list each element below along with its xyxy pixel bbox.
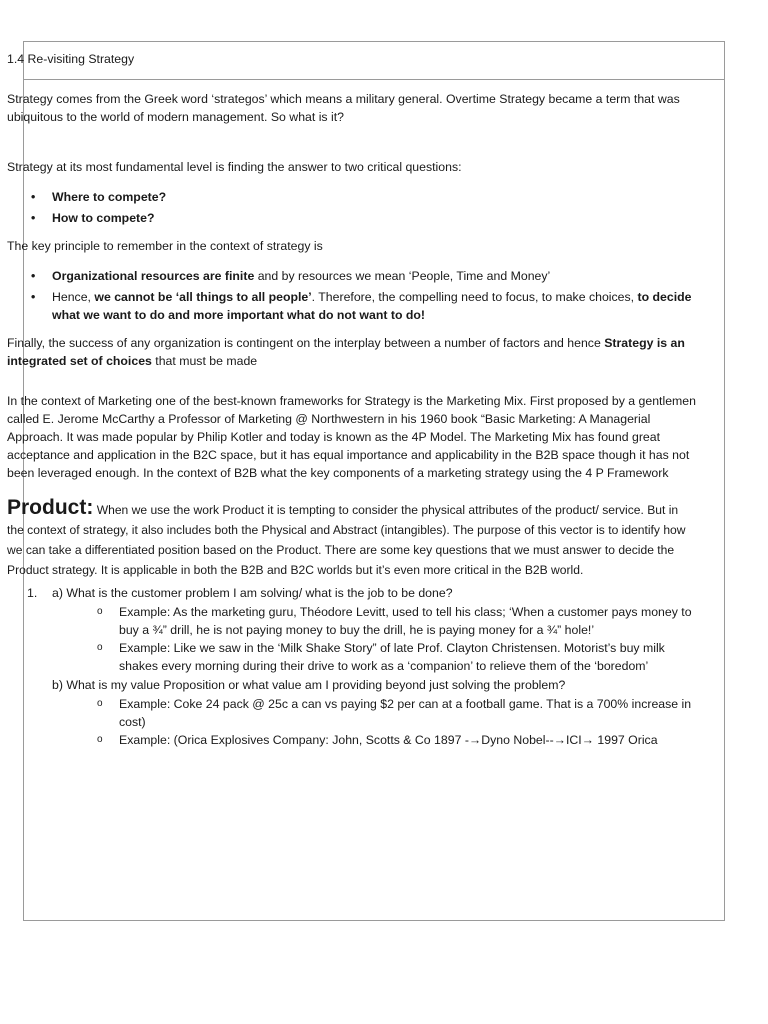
circle-bullet-icon: o — [97, 734, 103, 745]
document-content — [7, 50, 697, 750]
critical-questions-list — [7, 188, 697, 227]
list-item — [7, 267, 697, 285]
bullet-icon: • — [31, 190, 36, 204]
list-item — [7, 639, 697, 675]
example-text: Example: Like we saw in the ‘Milk Shake Story” of late Prof. Clayton Christensen. Motorist’s buy milk shakes every morning during their drive to work as a ‘companion’ to relieve them of the ‘boredom’ — [119, 641, 665, 673]
question-b — [7, 676, 697, 694]
example-text: Example: Coke 24 pack @ 25c a can vs paying $2 per can at a football game. That is a 700% increase in cost) — [119, 697, 692, 729]
example-text: Example: As the marketing guru, Théodore Levitt, used to tell his class; ‘When a customer pays money to buy a ¾” drill, he is not paying money to buy the drill, he is paying money for a ¾” hole!’ — [119, 605, 692, 637]
example-text: Example: (Orica Explosives Company: John, Scotts & Co 1897 -→Dyno Nobel--→ICI→ 1997 Orica — [119, 733, 658, 747]
bullet-icon: • — [31, 211, 36, 225]
question-a — [7, 584, 697, 602]
list-item — [7, 695, 697, 731]
section-heading: 1.4 Re-visiting Strategy — [7, 52, 135, 66]
critical-questions-lead: Strategy at its most fundamental level is finding the answer to two critical questions: — [7, 160, 462, 174]
list-item — [7, 731, 697, 749]
circle-bullet-icon: o — [97, 698, 103, 709]
list-item — [7, 209, 697, 227]
finally-bold: Strategy is an integrated set of choices — [7, 336, 685, 368]
principle-text: Hence, — [52, 290, 95, 304]
question-how: How to compete? — [52, 211, 155, 225]
principle-bold: Organizational resources are finite — [52, 269, 255, 283]
bullet-icon: • — [31, 290, 36, 304]
principle-list — [7, 267, 697, 324]
circle-bullet-icon: o — [97, 606, 103, 617]
marketing-mix-paragraph: In the context of Marketing one of the best-known frameworks for Strategy is the Marketing Mix. First proposed by a gentlemen called E. Jerome McCarthy a Professor of Marketing @ Northwestern in his 1960 book “Basic Marketing: A Managerial Approach. It was made popular by Philip Kotler and today is known as the 4P Model. The Marketing Mix has found great acceptance and application in the B2C space, but it has equal importance and applicability in the B2B space though it has not been leveraged enough. In the context of B2B what the key components of a marketing strategy using the 4 P Framework — [7, 394, 696, 480]
principle-bold: to decide what we want to do and more important what do not want to do! — [52, 290, 692, 322]
question-a-examples — [7, 603, 697, 675]
principle-text: . Therefore, the compelling need to focus, to make choices, — [311, 290, 638, 304]
question-b-text: b) What is my value Proposition or what value am I providing beyond just solving the problem? — [52, 678, 566, 692]
product-heading: Product: — [7, 496, 94, 519]
question-a-text: a) What is the customer problem I am solving/ what is the job to be done? — [52, 586, 453, 600]
circle-bullet-icon: o — [97, 642, 103, 653]
principle-bold: we cannot be ‘all things to all people’ — [94, 290, 312, 304]
principle-text: and by resources we mean ‘People, Time and Money’ — [254, 269, 551, 283]
bullet-icon: • — [31, 269, 36, 283]
product-text: When we use the work Product it is tempting to consider the physical attributes of the product/ service. But in the context of strategy, it also includes both the Physical and Abstract (intangibles). The purpose of this vector is to identify how we can take a differentiated position based on the Product. There are some key questions that we must answer to decide the Product strategy. It is applicable in both the B2B and B2C worlds but it’s even more critical in the B2B world. — [7, 503, 686, 577]
finally-text: Finally, the success of any organization is contingent on the interplay between a number of factors and hence — [7, 336, 605, 350]
finally-text: that must be made — [151, 354, 258, 368]
product-paragraph — [7, 498, 697, 580]
list-number: 1. — [27, 586, 38, 600]
finally-paragraph — [7, 334, 697, 370]
principle-lead: The key principle to remember in the context of strategy is — [7, 239, 323, 253]
list-item — [7, 288, 697, 324]
question-where: Where to compete? — [52, 190, 167, 204]
question-b-examples — [7, 695, 697, 749]
intro-paragraph: Strategy comes from the Greek word ‘strategos’ which means a military general. Overtime Strategy became a term that was ubiquitous to the world of modern management. So what is it? — [7, 92, 680, 124]
list-item — [7, 188, 697, 206]
list-item — [7, 603, 697, 639]
